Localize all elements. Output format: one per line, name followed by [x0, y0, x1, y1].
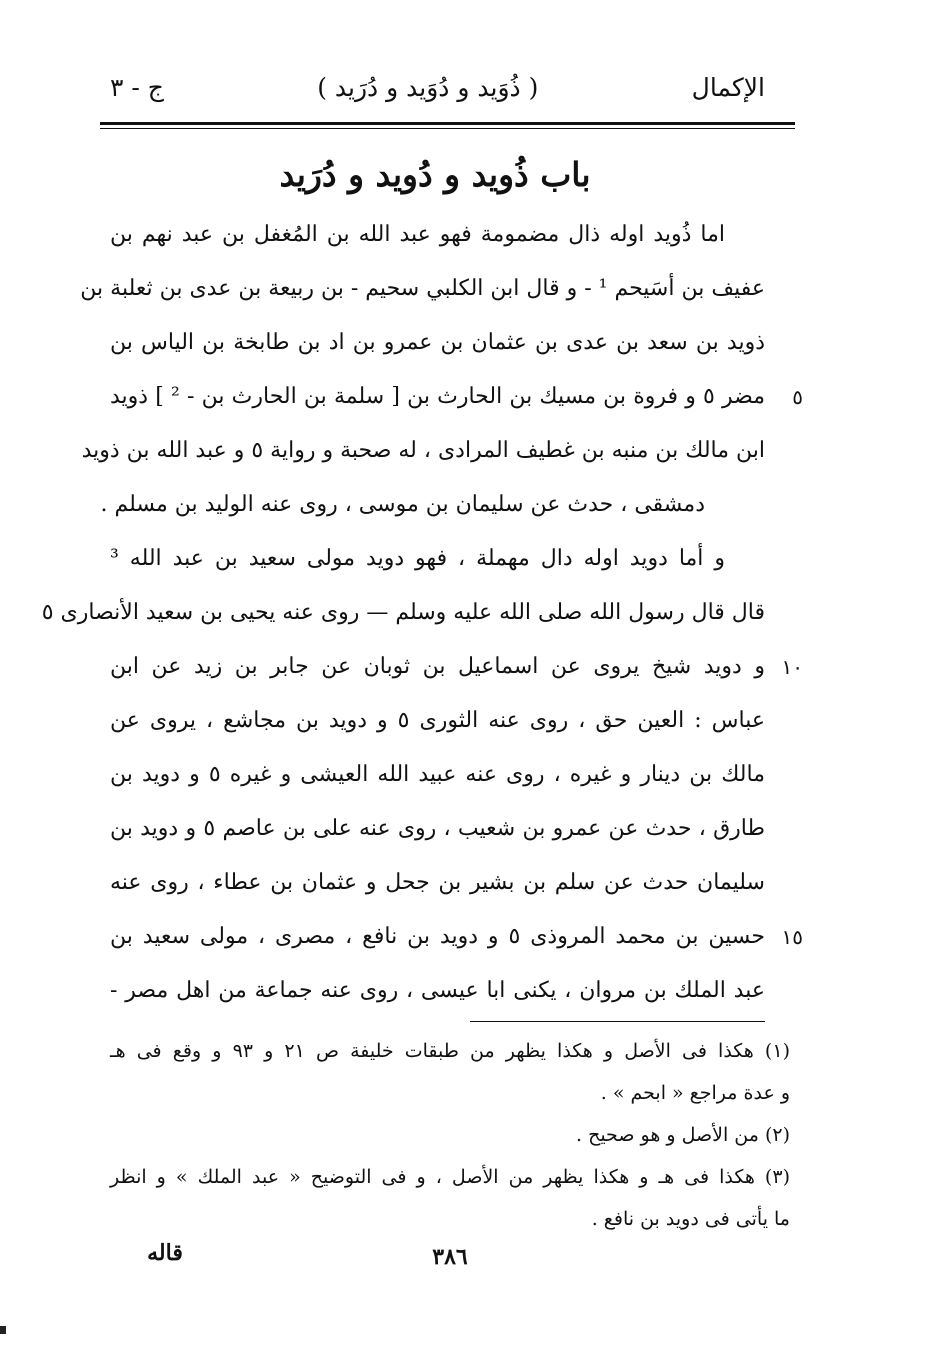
footnotes: [110, 1030, 790, 1240]
text-line: [110, 640, 803, 694]
text-line: [81, 424, 765, 478]
line-text: عفيف بن أسَيحم ¹ - و قال ابن الكلبي سحيم - بن ربيعة بن عدى بن ثعلبة بن: [80, 276, 765, 301]
line-text: قال قال رسول الله صلى الله عليه وسلم — روى عنه يحيى بن سعيد الأنصارى ٥: [41, 600, 765, 625]
line-text: و دويد شيخ يروى عن اسماعيل بن ثوبان عن جابر بن زيد عن ابن: [110, 654, 765, 679]
line-text: حسين بن محمد المروذى ٥ و دويد بن نافع ، مصرى ، مولى سعيد بن: [110, 924, 765, 949]
line-text: عبد الملك بن مروان ، يكنى ابا عيسى ، روى عنه جماعة من اهل مصر -: [110, 978, 765, 1003]
footnote-line: (٣) هكذا فى هـ و هكذا يظهر من الأصل ، و فى التوضيح « عبد الملك » و انظر: [110, 1166, 790, 1188]
line-text: مالك بن دينار و غيره ، روى عنه عبيد الله العيشى و غيره ٥ و دويد بن: [110, 762, 765, 787]
text-line: [110, 370, 803, 424]
header-rule-thin: [100, 128, 795, 129]
chapter-title: باب ذُويد و دُويد و دُرَيد: [279, 155, 591, 194]
text-line: [110, 208, 765, 262]
line-text: ذويد بن سعد بن عدى بن عثمان بن عمرو بن اد بن طابخة بن الياس بن: [110, 330, 765, 355]
text-line: [110, 316, 765, 370]
footnote-rule: [470, 1021, 765, 1022]
text-line: [100, 478, 765, 532]
text-line: [41, 586, 765, 640]
line-text: طارق ، حدث عن عمرو بن شعيب ، روى عنه على بن عاصم ٥ و دويد بن: [110, 816, 765, 841]
volume-number: ج - ٣: [110, 72, 164, 102]
line-text: عباس : العين حق ، روى عنه الثورى ٥ و دويد بن مجاشع ، يروى عن: [110, 708, 765, 733]
line-number: ١٥: [781, 925, 803, 949]
line-number: ٥: [792, 385, 803, 409]
line-text: اما ذُويد اوله ذال مضمومة فهو عبد الله بن المُغفل بن عبد نهم بن: [110, 222, 725, 247]
text-line: [80, 262, 765, 316]
footnote-line: و عدة مراجع « ابحم » .: [600, 1082, 790, 1104]
footnote-line: ما يأتى فى دويد بن نافع .: [591, 1208, 790, 1230]
line-number: ١٠: [781, 655, 803, 679]
text-line: [110, 694, 765, 748]
section-title: ( ذُوَيد و دُوَيد و دُرَيد ): [317, 72, 539, 102]
text-line: [110, 964, 765, 1018]
book-title: الإكمال: [691, 72, 765, 102]
line-text: مضر ٥ و فروة بن مسيك بن الحارث بن [ سلمة بن الحارث بن - ² ] ذويد: [110, 384, 766, 409]
line-text: سليمان حدث عن سلم بن بشير بن جحل و عثمان بن عطاء ، روى عنه: [110, 870, 765, 895]
catchword: قاله: [147, 1240, 183, 1266]
text-line: [110, 802, 765, 856]
running-header: [110, 62, 765, 112]
footnote-line: (١) هكذا فى الأصل و هكذا يظهر من طبقات خليفة ص ٢١ و ٩٣ و وقع فى هـ: [110, 1040, 790, 1062]
footnote-line: (٢) من الأصل و هو صحيح .: [575, 1124, 790, 1146]
scan-mark: [0, 1326, 6, 1334]
text-line: [110, 532, 765, 586]
line-text: و أما دويد اوله دال مهملة ، فهو دويد مولى سعيد بن عبد الله ³: [110, 546, 725, 571]
line-text: ابن مالك بن منبه بن غطيف المرادى ، له صحبة و رواية ٥ و عبد الله بن ذويد: [81, 438, 765, 463]
text-line: [110, 856, 765, 910]
line-text: دمشقى ، حدث عن سليمان بن موسى ، روى عنه الوليد بن مسلم .: [100, 492, 705, 517]
header-rule-thick: [100, 122, 795, 125]
main-text: [41, 208, 803, 1018]
text-line: [110, 748, 765, 802]
page-number: ٣٨٦: [432, 1244, 468, 1270]
text-line: [110, 910, 803, 964]
